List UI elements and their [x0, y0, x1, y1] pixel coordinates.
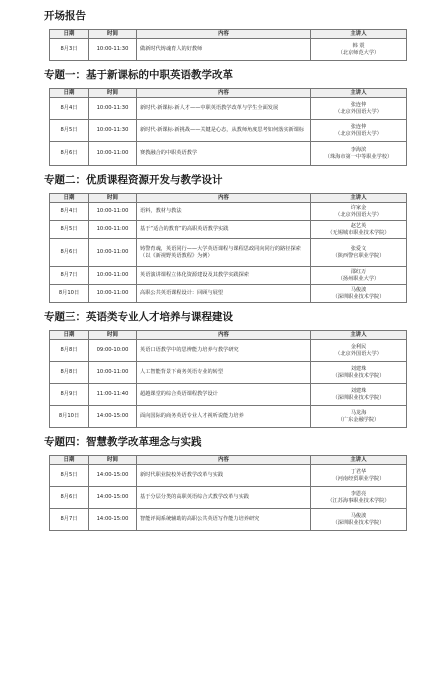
table-row [50, 340, 407, 362]
cell-time: 10:00-11:00 [89, 221, 137, 239]
speaker-affiliation: （江苏海事职业技术学院） [327, 497, 390, 504]
speaker-affiliation: （无锡城市职业技术学院） [327, 229, 390, 236]
speaker-name: 马俊波 [350, 286, 367, 293]
header-speaker: 主讲人 [311, 331, 407, 340]
cell-content: 新时代·新课标·新挑战——关键是心态，从教师角度思考如何落实新课标 [137, 120, 311, 142]
cell-date: 8月3日 [50, 39, 89, 61]
speaker-name: 刘建珠 [350, 387, 367, 394]
table-topic4 [49, 455, 407, 531]
table-topic1 [49, 88, 407, 166]
section-title-topic1: 专题一：基于新课标的中职英语教学改革 [44, 69, 233, 81]
cell-speaker [311, 362, 407, 384]
cell-content: 面向国际的商务英语专业人才视听说能力培养 [137, 406, 311, 428]
cell-date: 8月7日 [50, 267, 89, 285]
header-content: 内容 [137, 30, 311, 39]
cell-date: 8月4日 [50, 203, 89, 221]
speaker-affiliation: （北京师范大学） [337, 49, 380, 56]
header-speaker: 主讲人 [311, 89, 407, 98]
speaker-name: 许家金 [350, 204, 367, 211]
cell-content: 超越课堂的综合英语课程教学设计 [137, 384, 311, 406]
cell-time: 10:00-11:00 [89, 142, 137, 166]
cell-speaker [311, 487, 407, 509]
cell-content: 赛教融合的中职英语教学 [137, 142, 311, 166]
cell-time: 14:00-15:00 [89, 487, 137, 509]
cell-time: 14:00-15:00 [89, 406, 137, 428]
section-title-topic3: 专题三：英语类专业人才培养与课程建设 [44, 311, 233, 323]
speaker-affiliation: （北京外国语大学） [335, 211, 382, 218]
table-row [50, 239, 407, 267]
header-content: 内容 [137, 89, 311, 98]
table-row [50, 142, 407, 166]
header-content: 内容 [137, 331, 311, 340]
header-time: 时间 [89, 194, 137, 203]
speaker-affiliation: （扬州职业大学） [337, 275, 380, 282]
cell-content: 高职公共英语课程设计：回顾与展望 [137, 285, 311, 303]
table-row [50, 267, 407, 285]
cell-speaker [311, 221, 407, 239]
speaker-name: 张爱文 [350, 245, 367, 252]
cell-content: 语料，教材与教法 [137, 203, 311, 221]
cell-time: 10:00-11:00 [89, 285, 137, 303]
header-date: 日期 [50, 194, 89, 203]
speaker-name: 张连仲 [350, 123, 367, 130]
cell-date: 8月7日 [50, 509, 89, 531]
table-row [50, 509, 407, 531]
speaker-affiliation: （河南经贸职业学院） [332, 475, 385, 482]
table-row [50, 362, 407, 384]
cell-speaker [311, 203, 407, 221]
speaker-name: 李恩亮 [350, 490, 367, 497]
cell-time: 10:00-11:00 [89, 362, 137, 384]
speaker-name: 邵红万 [350, 268, 367, 275]
header-speaker: 主讲人 [311, 30, 407, 39]
header-date: 日期 [50, 331, 89, 340]
cell-date: 8月6日 [50, 142, 89, 166]
cell-date: 8月6日 [50, 239, 89, 267]
table-row [50, 406, 407, 428]
cell-content: 基于“适合的教育”的高职英语教学实践 [137, 221, 311, 239]
table-row [50, 203, 407, 221]
speaker-name: 马俊波 [350, 512, 367, 519]
cell-content: 基于分层分类的高职英语综合式教学改革与实践 [137, 487, 311, 509]
table-row [50, 221, 407, 239]
header-time: 时间 [89, 456, 137, 465]
cell-speaker [311, 267, 407, 285]
speaker-affiliation: （广东金融学院） [337, 416, 380, 423]
table-opening [49, 29, 407, 61]
table-topic3 [49, 330, 407, 428]
cell-speaker [311, 39, 407, 61]
speaker-affiliation: （深圳职业技术学院） [332, 394, 385, 401]
speaker-affiliation: （珠海市第一中等职业学校） [324, 153, 393, 160]
speaker-affiliation: （深圳职业技术学院） [332, 519, 385, 526]
cell-content: 做新时代铸魂育人的好教师 [137, 39, 311, 61]
cell-time: 10:00-11:30 [89, 39, 137, 61]
header-time: 时间 [89, 331, 137, 340]
cell-speaker [311, 406, 407, 428]
cell-speaker [311, 465, 407, 487]
header-date: 日期 [50, 30, 89, 39]
cell-date: 8月4日 [50, 98, 89, 120]
header-content: 内容 [137, 456, 311, 465]
cell-speaker [311, 120, 407, 142]
speaker-affiliation: （北京外国语大学） [335, 350, 382, 357]
speaker-name: 韩 震 [352, 42, 365, 49]
table-row [50, 465, 407, 487]
cell-date: 8月6日 [50, 487, 89, 509]
speaker-name: 李海滨 [350, 146, 367, 153]
cell-speaker [311, 98, 407, 120]
header-speaker: 主讲人 [311, 194, 407, 203]
cell-date: 8月5日 [50, 221, 89, 239]
section-title-topic4: 专题四：智慧教学改革理念与实践 [44, 436, 202, 448]
speaker-affiliation: （北京外国语大学） [335, 130, 382, 137]
cell-content: 智能评阅系统辅助的高职公共英语写作能力培养研究 [137, 509, 311, 531]
table-row [50, 39, 407, 61]
header-date: 日期 [50, 456, 89, 465]
cell-date: 8月8日 [50, 362, 89, 384]
section-title-topic2: 专题二：优质课程资源开发与教学设计 [44, 174, 223, 186]
table-row [50, 120, 407, 142]
cell-content: 人工智能背景下商务英语专业的转型 [137, 362, 311, 384]
cell-time: 10:00-11:00 [89, 203, 137, 221]
table-row [50, 98, 407, 120]
cell-time: 14:00-15:00 [89, 465, 137, 487]
header-time: 时间 [89, 30, 137, 39]
speaker-name: 金利民 [350, 343, 367, 350]
cell-time: 11:00-11:40 [89, 384, 137, 406]
cell-time: 10:00-11:30 [89, 120, 137, 142]
cell-time: 14:00-15:00 [89, 509, 137, 531]
cell-date: 8月10日 [50, 406, 89, 428]
cell-content: 英语演讲课程立体化资源建设及其教学实践探索 [137, 267, 311, 285]
speaker-affiliation: （深圳职业技术学院） [332, 372, 385, 379]
cell-speaker [311, 340, 407, 362]
cell-content: 新时代职业院校外语教学改革与实践 [137, 465, 311, 487]
speaker-name: 丁君华 [350, 468, 367, 475]
cell-content: 铸警育魂，英语同行——大学英语课程与课程思政同向同行的路径探索（以《新视野英语教程》为例） [137, 239, 311, 267]
cell-time: 10:00-11:00 [89, 267, 137, 285]
cell-date: 8月10日 [50, 285, 89, 303]
section-title-opening: 开场报告 [44, 10, 86, 22]
cell-speaker [311, 285, 407, 303]
cell-speaker [311, 239, 407, 267]
speaker-affiliation: （陕西警官职业学院） [332, 252, 385, 259]
table-topic2 [49, 193, 407, 303]
header-date: 日期 [50, 89, 89, 98]
speaker-name: 刘建珠 [350, 365, 367, 372]
cell-content: 英语口语教学中的思辨能力培养与教学研究 [137, 340, 311, 362]
speaker-affiliation: （北京外国语大学） [335, 108, 382, 115]
cell-date: 8月5日 [50, 465, 89, 487]
cell-speaker [311, 384, 407, 406]
table-row [50, 285, 407, 303]
cell-speaker [311, 509, 407, 531]
speaker-name: 马龙海 [350, 409, 367, 416]
cell-time: 10:00-11:00 [89, 239, 137, 267]
cell-time: 10:00-11:30 [89, 98, 137, 120]
cell-date: 8月5日 [50, 120, 89, 142]
speaker-name: 张连仲 [350, 101, 367, 108]
cell-speaker [311, 142, 407, 166]
header-content: 内容 [137, 194, 311, 203]
header-speaker: 主讲人 [311, 456, 407, 465]
speaker-name: 赵艺英 [350, 222, 367, 229]
cell-content: 新时代·新课标·新人才——中职英语教学改革与学生全面发展 [137, 98, 311, 120]
table-row [50, 487, 407, 509]
header-time: 时间 [89, 89, 137, 98]
cell-date: 8月9日 [50, 384, 89, 406]
cell-date: 8月8日 [50, 340, 89, 362]
cell-time: 09:00-10:00 [89, 340, 137, 362]
table-row [50, 384, 407, 406]
speaker-affiliation: （深圳职业技术学院） [332, 293, 385, 300]
